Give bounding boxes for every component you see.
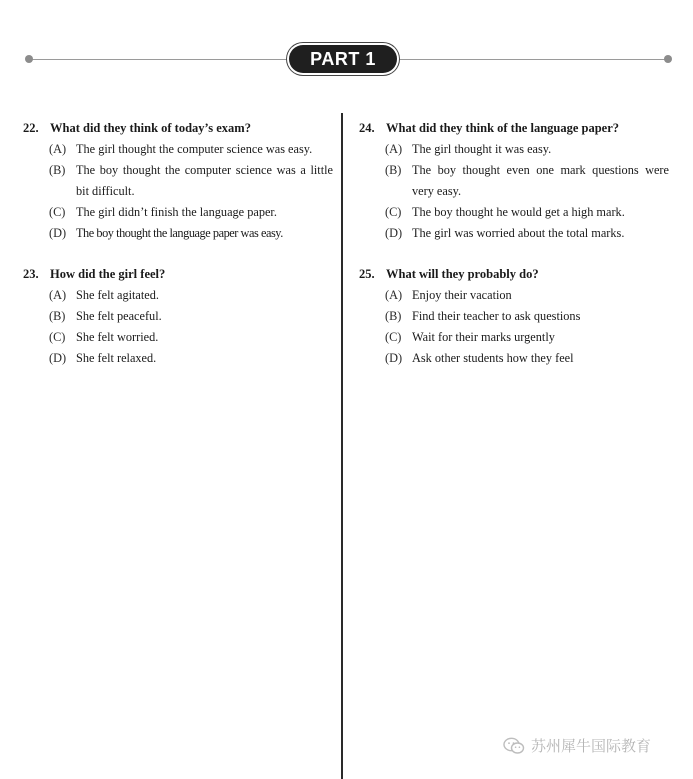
option-letter: (B)	[385, 309, 402, 323]
option-text: She felt relaxed.	[76, 351, 157, 365]
header-left-dot	[25, 55, 33, 63]
option-text: She felt agitated.	[76, 288, 159, 302]
option-letter: (A)	[49, 288, 67, 302]
option-text: The girl thought it was easy.	[412, 142, 552, 156]
option-letter: (C)	[49, 330, 66, 344]
question-text: What did they think of the language paper?	[386, 121, 620, 135]
question-text: How did the girl feel?	[50, 267, 166, 281]
option-b	[23, 160, 333, 202]
question-number: 25.	[359, 267, 375, 281]
option-a	[359, 139, 669, 160]
option-b	[359, 160, 669, 202]
option-d	[23, 223, 333, 244]
question-number: 24.	[359, 121, 375, 135]
option-letter: (A)	[385, 142, 403, 156]
question-23	[23, 264, 333, 369]
option-letter: (D)	[49, 226, 67, 240]
option-letter: (B)	[49, 309, 66, 323]
question-title	[359, 118, 669, 139]
option-a	[23, 139, 333, 160]
option-c	[23, 327, 333, 348]
question-number: 22.	[23, 121, 39, 135]
question-title	[23, 118, 333, 139]
option-c	[359, 327, 669, 348]
question-24	[359, 118, 669, 244]
option-a	[359, 285, 669, 306]
option-text: The girl didn’t finish the language paper.	[76, 205, 277, 219]
option-d	[359, 223, 669, 244]
option-letter: (D)	[385, 226, 403, 240]
question-text: What will they probably do?	[386, 267, 539, 281]
wechat-icon	[503, 737, 525, 755]
option-c	[23, 202, 333, 223]
part-badge: PART 1	[289, 45, 397, 73]
option-d	[359, 348, 669, 369]
option-letter: (B)	[385, 163, 402, 177]
right-column	[359, 118, 669, 389]
option-text: The boy thought the computer science was a little bit difficult.	[76, 163, 333, 198]
option-text: Find their teacher to ask questions	[412, 309, 581, 323]
option-text: The girl thought the computer science was easy.	[76, 142, 313, 156]
question-number: 23.	[23, 267, 39, 281]
option-letter: (B)	[49, 163, 66, 177]
option-letter: (D)	[49, 351, 67, 365]
option-text: The girl was worried about the total marks.	[412, 226, 625, 240]
question-25	[359, 264, 669, 369]
option-text: The boy thought the language paper was easy.	[76, 226, 283, 240]
option-text: The boy thought even one mark questions were very easy.	[412, 163, 669, 198]
option-text: The boy thought he would get a high mark.	[412, 205, 625, 219]
option-letter: (C)	[385, 205, 402, 219]
question-text: What did they think of today’s exam?	[50, 121, 251, 135]
option-text: She felt worried.	[76, 330, 159, 344]
option-letter: (A)	[49, 142, 67, 156]
option-letter: (C)	[385, 330, 402, 344]
left-column	[23, 118, 333, 389]
option-text: Wait for their marks urgently	[412, 330, 555, 344]
option-text: Ask other students how they feel	[412, 351, 574, 365]
option-c	[359, 202, 669, 223]
column-divider	[341, 113, 343, 779]
option-b	[23, 306, 333, 327]
watermark	[503, 735, 651, 756]
question-title	[23, 264, 333, 285]
option-text: She felt peaceful.	[76, 309, 162, 323]
watermark-text: 苏州犀牛国际教育	[531, 737, 652, 755]
question-title	[359, 264, 669, 285]
option-d	[23, 348, 333, 369]
option-b	[359, 306, 669, 327]
header-right-dot	[664, 55, 672, 63]
option-text: Enjoy their vacation	[412, 288, 512, 302]
option-a	[23, 285, 333, 306]
option-letter: (C)	[49, 205, 66, 219]
option-letter: (D)	[385, 351, 403, 365]
option-letter: (A)	[385, 288, 403, 302]
question-22	[23, 118, 333, 244]
